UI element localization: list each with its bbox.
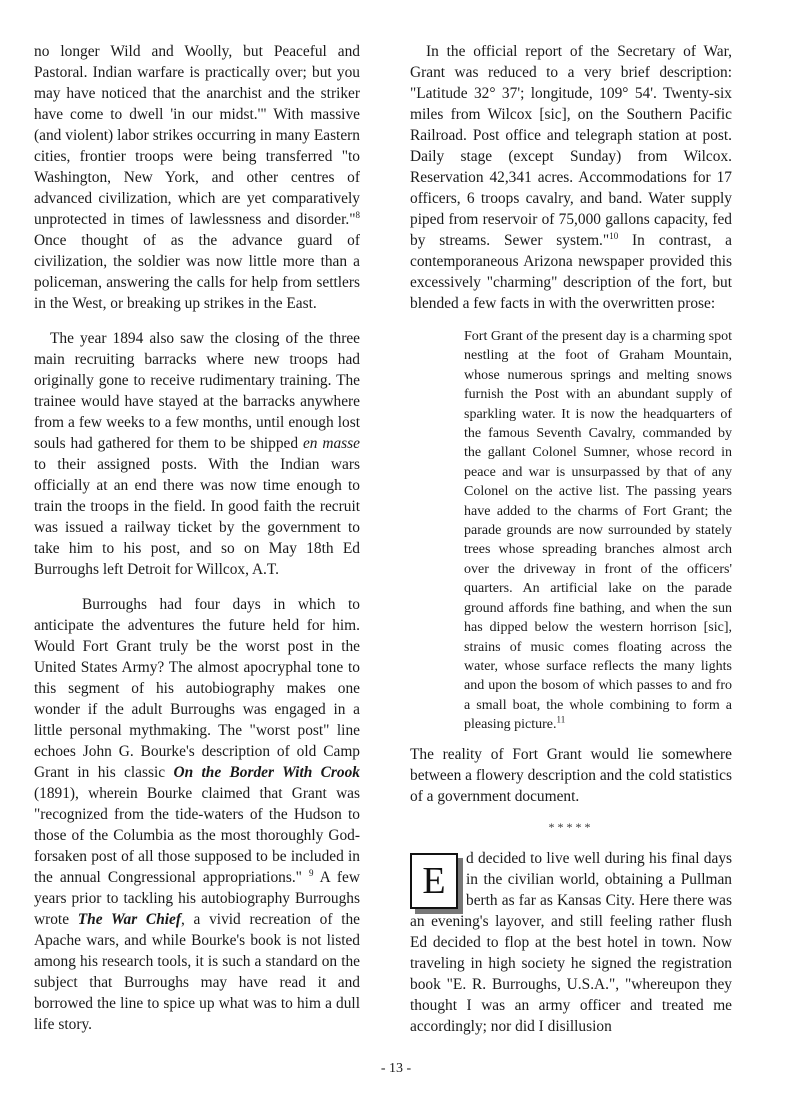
italic-phrase: en masse: [302, 435, 360, 452]
quote-text: Fort Grant of the present day is a charming spot nestling at the foot of Graham Mountain, whose numerous springs and melting snows furnish the Post with an abundant supply of sparkling water. It is now the headquarters of the famous Seventh Cavalry, commanded by the gallant Colonel Sumner, whose record in peace and war is unsurpassed by that of any Colonel on the active list. The passing years have added to the charms of Fort Grant; the parade grounds are now surrounded by stately trees whose spreading branches almost arch over the driveway in front of the officers' quarters. An artificial lake on the parade ground affords fine bathing, and when the sun has dipped below the western horrison [sic], strains of music comes floating across the water, whose surface reflects the many lights and upon the bosom of which passes to and fro a small boat, the whole combining to form a pleasing picture.: [464, 329, 732, 733]
paragraph: [34, 41, 360, 314]
drop-cap: E: [410, 853, 458, 909]
left-column: [34, 41, 360, 1035]
paragraph: [410, 848, 732, 1037]
paragraph-text: (1891), wherein Bourke claimed that Grant was "recognized from the tide-waters of the Hudson to those of the Columbia as the most thoroughly God-forsaken post of all those supposed to be included in the annual Congressional appropriations.": [34, 785, 360, 886]
section-separator: *****: [548, 819, 594, 834]
paragraph-text: , a vivid recreation of the Apache wars, and while Bourke's book is not listed among his research tools, it is such a standard on the subject that Burroughs may have read it and borrowed the line to spice up what was to him a dull life story.: [34, 911, 361, 1033]
book-title: On the Border With Crook: [173, 764, 360, 781]
paragraph-text: d decided to live well during his final days in the civilian world, obtaining a Pullman berth as far as Kansas City. Here there was an evening's layover, and still feeling rather flush Ed decided to flop at the best hotel in town. Now traveling in high society he signed the registration book "E. R. Burroughs, U.S.A.", "whereupon they thought I was an army officer and treated me accordingly; nor did I disillusion: [410, 849, 732, 1035]
footnote-ref: 11: [556, 714, 566, 725]
page-number: - 13 -: [380, 1061, 412, 1076]
paragraph: The reality of Fort Grant would lie somewhere between a flowery description and the cold statistics of a government document.: [410, 745, 732, 805]
paragraph-text: The year 1894 also saw the closing of the three main recruiting barracks where new troops had originally gone to receive rudimentary training. The trainee would have stayed at the barracks anywhere from a few weeks to a few months, until enough lost souls had gathered for them to be shipped: [34, 330, 360, 452]
paragraph-text: Once thought of as the advance guard of civilization, the soldier was now little more than a policeman, answering the calls for help from settlers in the West, or breaking up strikes in the East.: [34, 232, 360, 312]
paragraph: [34, 328, 360, 580]
paragraph-text: to their assigned posts. With the Indian wars officially at an end there was now time enough to train the troops in the field. In good faith the recruit was issued a railway ticket by the government to take him to his post, and so on May 18th Ed Burroughs left Detroit for Willcox, A.T.: [34, 456, 360, 578]
right-column: [410, 41, 732, 1037]
footnote-ref: 8: [355, 209, 360, 220]
footnote-ref: 9: [308, 867, 314, 878]
book-title: The War Chief: [77, 911, 181, 928]
paragraph-text: In the official report of the Secretary of War, Grant was reduced to a very brief description: "Latitude 32° 37'; longitude, 109° 54'. Twenty-six miles from Wilcox [sic], on the Southern Pacific Railroad. Post office and telegraph station at post. Daily stage (except Sunday) from Wilcox. Reservation 42,341 acres. Accommodations for 17 officers, 6 troops cavalry, and band. Water supply piped from reservoir of 75,000 gallons capacity, fed by streams. Sewer system.": [410, 43, 732, 249]
block-quote: [464, 327, 732, 735]
paragraph: [410, 41, 732, 314]
paragraph-text: A few years prior to tackling his autobiography Burroughs wrote: [34, 869, 360, 928]
paragraph: [34, 594, 360, 1035]
paragraph-text: In contrast, a contemporaneous Arizona newspaper provided this excessively "charming" description of the fort, but blended a few facts in with the overwritten prose:: [410, 232, 732, 312]
footnote-ref: 10: [609, 230, 619, 241]
paragraph-text: Burroughs had four days in which to anticipate the adventures the future held for him. Would Fort Grant truly be the worst post in the United States Army? The almost apocryphal tone to this segment of his autobiography makes one wonder if the adult Burroughs was engaged in a little personal mythmaking. The "worst post" line echoes John G. Bourke's description of old Camp Grant in his classic: [34, 596, 360, 781]
paragraph-text: no longer Wild and Woolly, but Peaceful and Pastoral. Indian warfare is practically over; but you may have noticed that the anarchist and the striker have come to dwell 'in our midst.'" With massive (and violent) labor strikes occurring in many Eastern cities, frontier troops were being transferred "to Washington, New York, and other centres of advanced civilization, which are yet comparatively unprotected in times of lawlessness and disorder.": [34, 43, 360, 228]
